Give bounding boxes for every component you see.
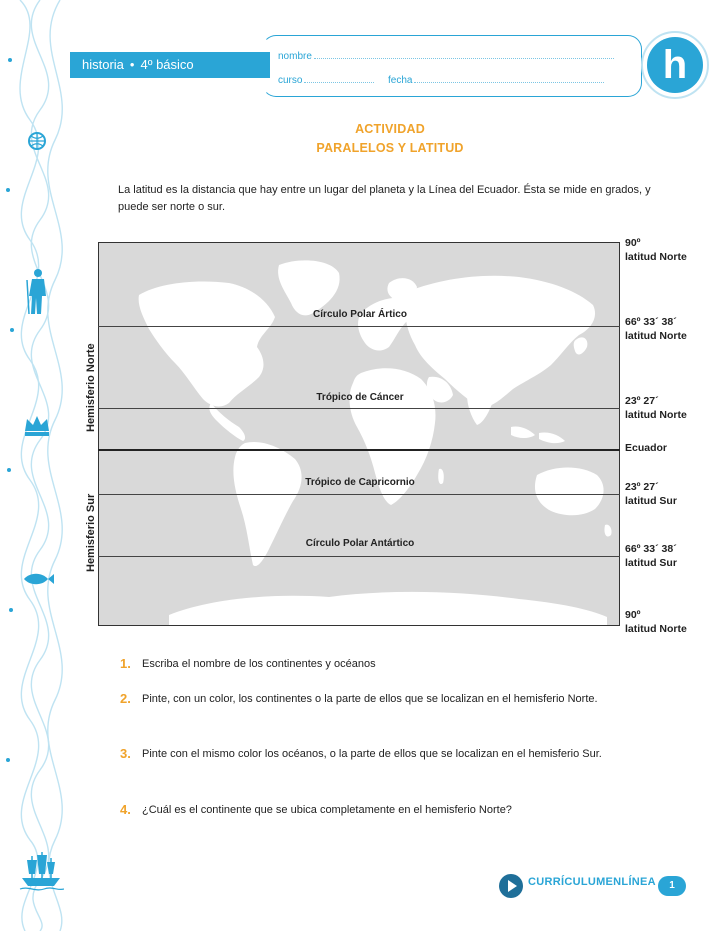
question-text: Pinte con el mismo color los océanos, o la parte de ellos que se localizan en el hemisferio Sur.	[142, 748, 602, 760]
tropic-of-cancer-label: Trópico de Cáncer	[316, 392, 404, 403]
capricorn-degrees: 23º 27´	[625, 481, 659, 493]
antarctic-text: latitud Sur	[625, 557, 677, 569]
cancer-latitude	[625, 394, 687, 422]
question-text: ¿Cuál es el continente que se ubica completamente en el hemisferio Norte?	[142, 804, 512, 816]
question-text: Pinte, con un color, los continentes o la parte de ellos que se localizan en el hemisferio Norte.	[142, 693, 598, 705]
south-pole-latitude	[625, 608, 687, 636]
arctic-degrees: 66º 33´ 38´	[625, 316, 677, 328]
arctic-circle-label: Círculo Polar Ártico	[313, 309, 407, 320]
course-field-line	[304, 74, 374, 83]
question-3	[120, 745, 670, 763]
north-pole-text: latitud Norte	[625, 251, 687, 263]
question-2	[120, 690, 670, 708]
question-number: 2.	[120, 691, 131, 706]
name-field-label: nombre	[278, 51, 312, 62]
activity-title: ACTIVIDAD	[355, 122, 425, 136]
antarctic-circle-label: Círculo Polar Antártico	[305, 538, 415, 549]
tropic-of-cancer-line	[98, 408, 620, 409]
northern-hemisphere-label: Hemisferio Norte	[85, 343, 97, 432]
question-1	[120, 655, 670, 673]
equator-line	[98, 449, 620, 451]
north-pole-degrees: 90º	[625, 237, 641, 249]
south-pole-text: latitud Norte	[625, 623, 687, 635]
logo-letter: h	[662, 43, 688, 87]
grade-label: 4º básico	[140, 57, 194, 72]
tropic-of-capricorn-line	[98, 494, 620, 495]
date-field[interactable]	[388, 74, 604, 86]
intro-paragraph: La latitud es la distancia que hay entre un lugar del planeta y la Línea del Ecuador. Ésta se mide en grados, y puede ser norte o sur.	[118, 184, 651, 213]
southern-hemisphere-label: Hemisferio Sur	[85, 493, 97, 572]
south-pole-degrees: 90º	[625, 609, 641, 621]
arctic-text: latitud Norte	[625, 330, 687, 342]
crown-icon	[18, 406, 56, 444]
arctic-latitude	[625, 315, 687, 343]
subject-separator: •	[129, 57, 135, 72]
question-number: 3.	[120, 746, 131, 761]
equator-latitude	[625, 441, 667, 455]
fish-icon	[18, 560, 56, 598]
student-info-box	[262, 35, 642, 97]
page-number: 1	[658, 876, 686, 896]
question-number: 4.	[120, 802, 131, 817]
antarctic-latitude	[625, 542, 677, 570]
footer-brand: CURRÍCULUMENLÍNEA	[528, 876, 656, 888]
north-pole-latitude	[625, 236, 687, 264]
course-field-label: curso	[278, 75, 303, 86]
date-field-label: fecha	[388, 75, 413, 86]
cancer-text: latitud Norte	[625, 409, 687, 421]
name-field-line	[314, 50, 614, 59]
world-map-land	[99, 243, 620, 626]
arctic-circle-line	[98, 326, 620, 327]
course-field[interactable]	[278, 74, 374, 86]
cancer-degrees: 23º 27´	[625, 395, 659, 407]
h-logo	[640, 30, 710, 100]
name-field[interactable]	[278, 50, 614, 62]
subject-label: historia	[82, 57, 124, 72]
subject-banner	[70, 52, 270, 78]
topic-title: PARALELOS Y LATITUD	[316, 141, 464, 155]
world-map	[98, 242, 620, 626]
question-text: Escriba el nombre de los continentes y océanos	[142, 658, 376, 670]
date-field-line	[414, 74, 604, 83]
antarctic-circle-line	[98, 556, 620, 557]
play-logo-icon	[498, 873, 524, 899]
question-number: 1.	[120, 656, 131, 671]
capricorn-text: latitud Sur	[625, 495, 677, 507]
equator-label: Ecuador	[625, 442, 668, 454]
question-4	[120, 801, 670, 819]
tropic-of-capricorn-label: Trópico de Capricornio	[305, 477, 415, 488]
ship-icon	[18, 848, 64, 892]
explorer-figure-icon	[18, 266, 56, 318]
antarctic-degrees: 66º 33´ 38´	[625, 543, 677, 555]
capricorn-latitude	[625, 480, 677, 508]
